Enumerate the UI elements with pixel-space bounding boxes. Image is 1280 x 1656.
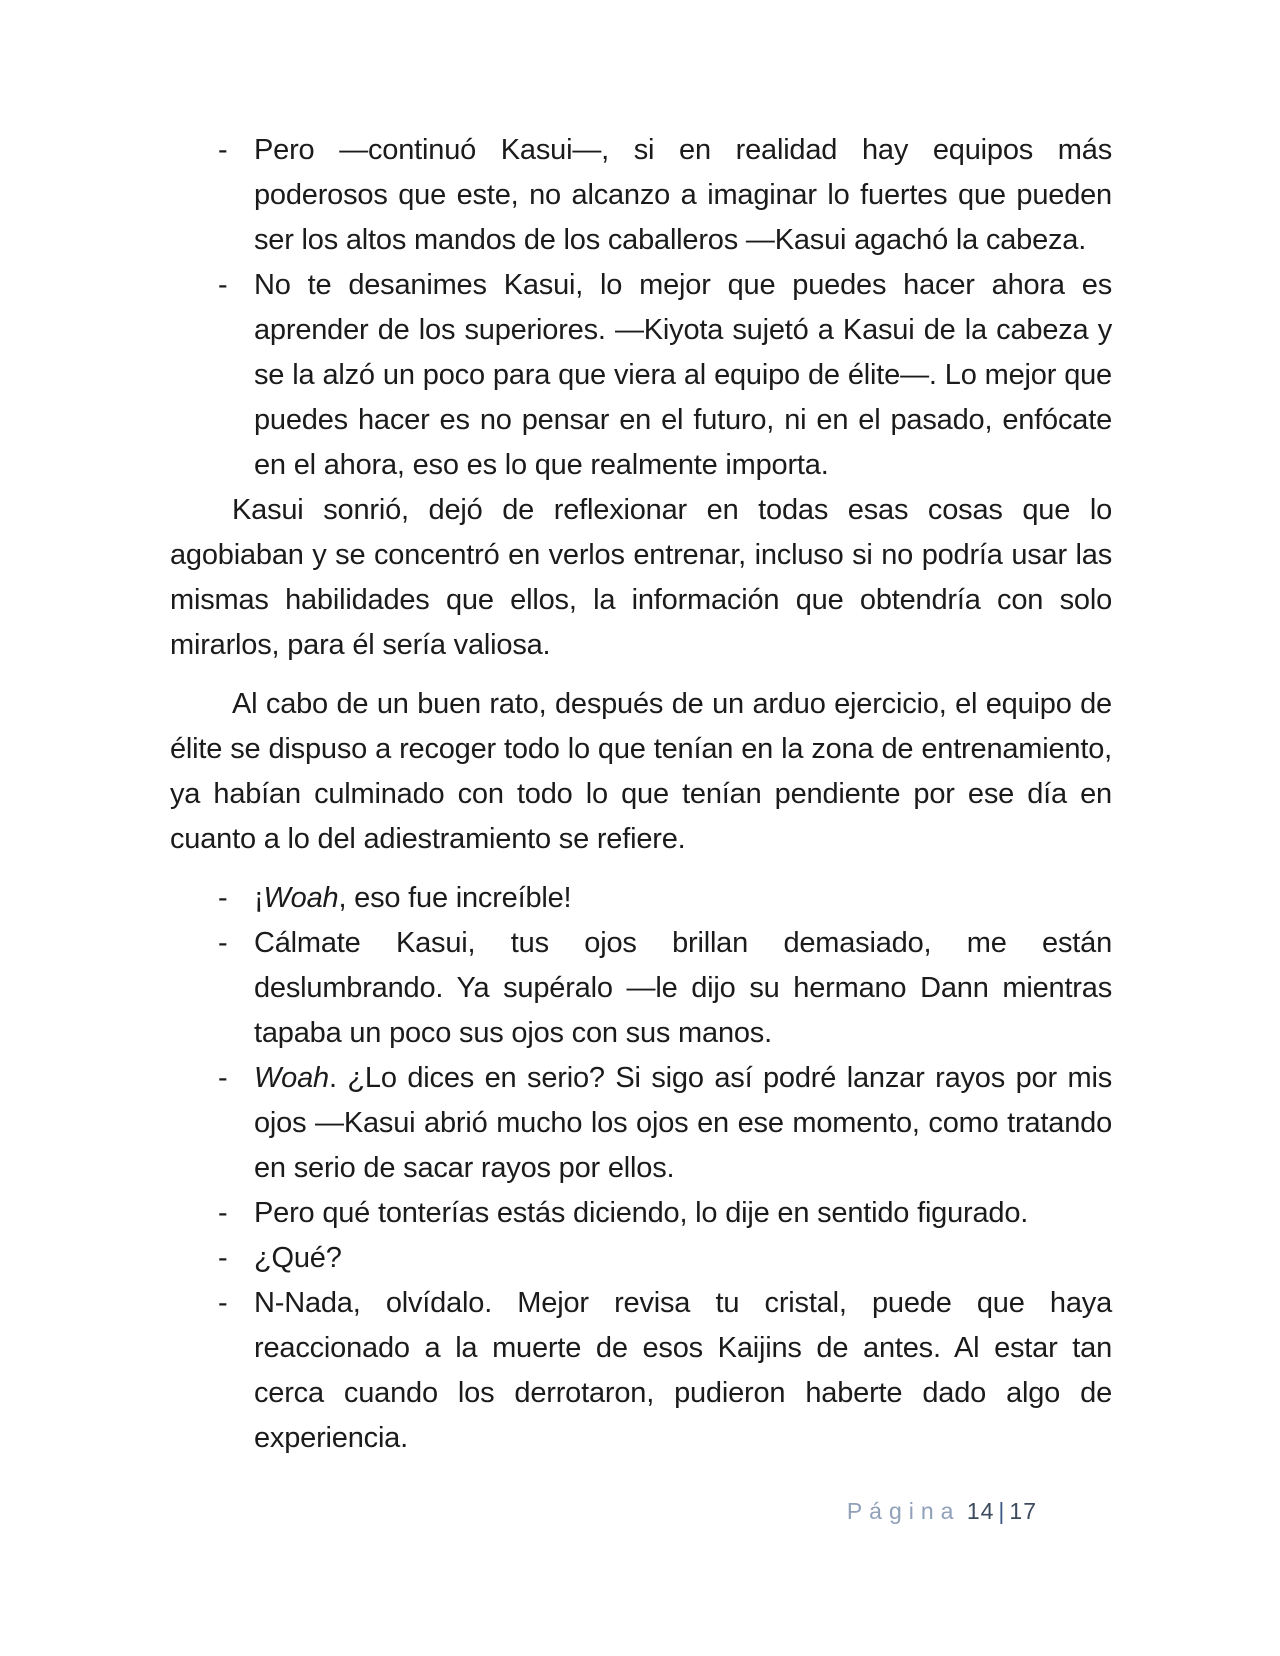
list-dash: - <box>218 882 228 914</box>
text-segment: ¿Qué? <box>254 1242 342 1274</box>
list-dash: - <box>218 1242 228 1274</box>
list-item <box>170 263 1112 488</box>
text-segment: ¡ <box>254 882 264 914</box>
list-dash: - <box>218 1287 228 1319</box>
list-item <box>170 876 1112 921</box>
document-body <box>170 128 1112 1461</box>
list-item <box>170 921 1112 1056</box>
footer-page-numbers <box>967 1498 1037 1524</box>
text-segment: . ¿Lo dices en serio? Si sigo así podré lanzar rayos por mis ojos —Kasui abrió mucho los ojos en ese momento, como tratando en serio de sacar rayos por ellos. <box>254 1062 1112 1184</box>
text-segment: N-Nada, olvídalo. Mejor revisa tu cristal, puede que haya reaccionado a la muerte de esos Kaijins de antes. Al estar tan cerca cuando los derrotaron, pudieron haberte dado algo de experiencia. <box>254 1287 1112 1454</box>
italic-text-segment: Woah <box>254 1062 329 1094</box>
list-item <box>170 128 1112 263</box>
list-dash: - <box>218 269 228 301</box>
text-segment: Cálmate Kasui, tus ojos brillan demasiado, me están deslumbrando. Ya supéralo —le dijo su hermano Dann mientras tapaba un poco sus ojos con sus manos. <box>254 927 1112 1049</box>
text-segment: Pero —continuó Kasui—, si en realidad hay equipos más poderosos que este, no alcanzo a imaginar lo fuertes que pueden ser los altos mandos de los caballeros —Kasui agachó la cabeza. <box>254 134 1112 256</box>
text-segment: , eso fue increíble! <box>338 882 572 914</box>
text-segment: Pero qué tonterías estás diciendo, lo dije en sentido figurado. <box>254 1197 1029 1229</box>
paragraph <box>170 682 1112 862</box>
italic-text-segment: Woah <box>263 882 339 914</box>
list-dash: - <box>218 1062 228 1094</box>
footer-total-pages: 17 <box>1009 1498 1037 1524</box>
list-item <box>170 1191 1112 1236</box>
list-dash: - <box>218 134 228 166</box>
footer-current-page: 14 <box>966 1498 995 1524</box>
page-footer <box>847 1498 1037 1525</box>
list-dash: - <box>218 1197 228 1229</box>
footer-separator: | <box>998 1498 1006 1524</box>
text-segment: No te desanimes Kasui, lo mejor que puedes hacer ahora es aprender de los superiores. —Kiyota sujetó a Kasui de la cabeza y se la alzó un poco para que viera al equipo de élite—. Lo mejor que puedes hacer es no pensar en el futuro, ni en el pasado, enfócate en el ahora, eso es lo que realmente importa. <box>254 269 1112 481</box>
paragraph <box>170 488 1112 668</box>
footer-page-label: Página <box>846 1498 961 1524</box>
list-dash: - <box>218 927 228 959</box>
text-segment: Al cabo de un buen rato, después de un arduo ejercicio, el equipo de élite se dispuso a recoger todo lo que tenían en la zona de entrenamiento, ya habían culminado con todo lo que tenían pendiente por ese día en cuanto a lo del adiestramiento se refiere. <box>170 688 1112 855</box>
list-item <box>170 1236 1112 1281</box>
text-segment: Kasui sonrió, dejó de reflexionar en todas esas cosas que lo agobiaban y se concentró en verlos entrenar, incluso si no podría usar las mismas habilidades que ellos, la información que obtendría con solo mirarlos, para él sería valiosa. <box>170 494 1112 661</box>
list-item <box>170 1056 1112 1191</box>
list-item <box>170 1281 1112 1461</box>
